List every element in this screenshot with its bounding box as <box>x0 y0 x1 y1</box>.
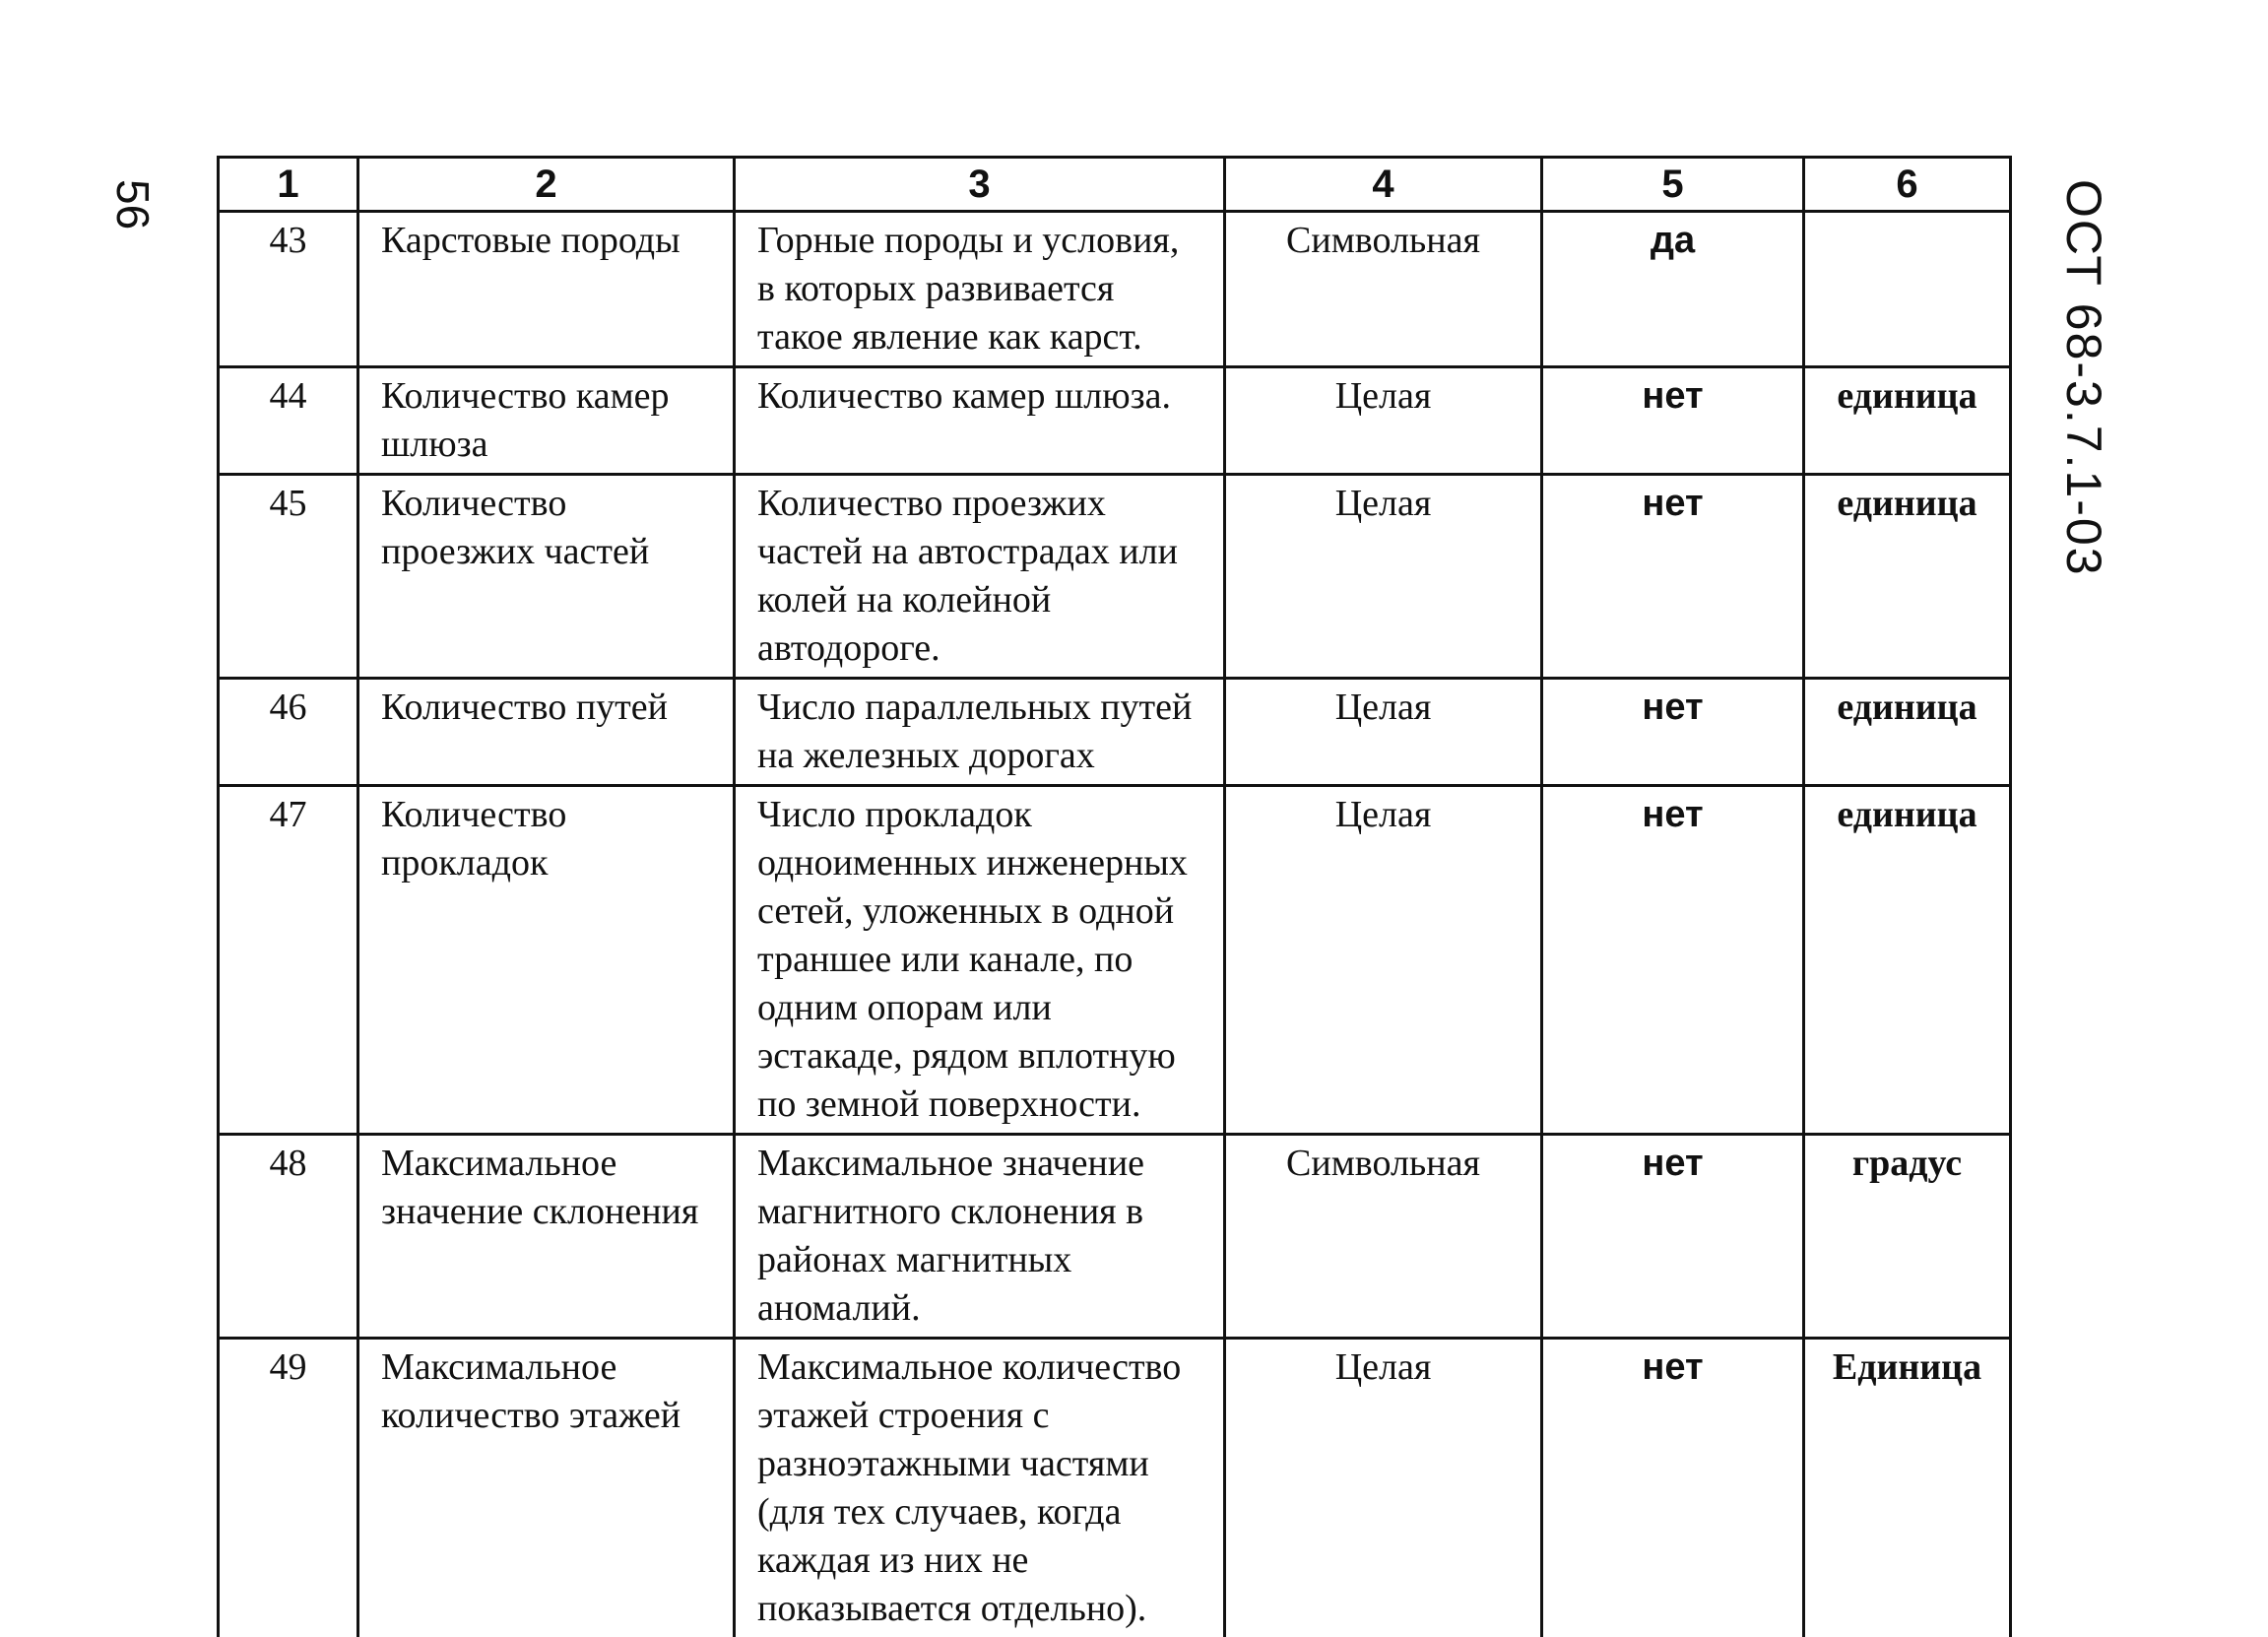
attribute-flag: нет <box>1542 679 1804 786</box>
header-cell: 1 <box>219 158 358 212</box>
attribute-name: Количество путей <box>358 679 735 786</box>
attribute-type: Целая <box>1225 786 1542 1135</box>
header-cell: 6 <box>1804 158 2011 212</box>
attribute-flag: нет <box>1542 786 1804 1135</box>
header-cell: 4 <box>1225 158 1542 212</box>
attribute-type: Символьная <box>1225 1135 1542 1339</box>
attribute-unit: единица <box>1804 475 2011 679</box>
attribute-unit: градус <box>1804 1135 2011 1339</box>
row-number: 47 <box>219 786 358 1135</box>
attribute-description: Горные породы и условия, в которых развивается такое явление как карст. <box>735 212 1225 367</box>
row-number: 43 <box>219 212 358 367</box>
header-cell: 2 <box>358 158 735 212</box>
attributes-table <box>217 156 2012 1637</box>
attribute-type: Целая <box>1225 367 1542 475</box>
attribute-unit <box>1804 212 2011 367</box>
attribute-description: Максимальное значение магнитного склонения в районах магнитных аномалий. <box>735 1135 1225 1339</box>
attribute-name: Количество прокладок <box>358 786 735 1135</box>
attribute-name: Максимальное значение склонения <box>358 1135 735 1339</box>
table-row <box>219 786 2011 1135</box>
table-row <box>219 1135 2011 1339</box>
attribute-description: Максимальное количество этажей строения с разноэтажными частями (для тех случаев, когда каждая из них не показывается отдельно). <box>735 1339 1225 1637</box>
attribute-type: Целая <box>1225 1339 1542 1637</box>
page-number: 56 <box>106 179 160 229</box>
attribute-unit: единица <box>1804 786 2011 1135</box>
attribute-flag: нет <box>1542 1339 1804 1637</box>
attribute-name: Карстовые породы <box>358 212 735 367</box>
attribute-flag: да <box>1542 212 1804 367</box>
document-code: ОСТ 68-3.7.1-03 <box>2055 179 2112 577</box>
header-cell: 3 <box>735 158 1225 212</box>
attribute-type: Целая <box>1225 475 1542 679</box>
attribute-flag: нет <box>1542 1135 1804 1339</box>
attribute-unit: единица <box>1804 679 2011 786</box>
row-number: 48 <box>219 1135 358 1339</box>
attribute-type: Целая <box>1225 679 1542 786</box>
attribute-unit: Единица <box>1804 1339 2011 1637</box>
attribute-flag: нет <box>1542 475 1804 679</box>
attribute-description: Число параллельных путей на железных дорогах <box>735 679 1225 786</box>
table-row <box>219 679 2011 786</box>
attribute-name: Количество проезжих частей <box>358 475 735 679</box>
attribute-description: Количество камер шлюза. <box>735 367 1225 475</box>
table-header-row <box>219 158 2011 212</box>
attribute-flag: нет <box>1542 367 1804 475</box>
table-row <box>219 475 2011 679</box>
table-row <box>219 367 2011 475</box>
table-row <box>219 212 2011 367</box>
attribute-name: Количество камер шлюза <box>358 367 735 475</box>
header-cell: 5 <box>1542 158 1804 212</box>
attribute-description: Количество проезжих частей на автострадах или колей на колейной автодороге. <box>735 475 1225 679</box>
row-number: 46 <box>219 679 358 786</box>
attribute-description: Число прокладок одноименных инженерных сетей, уложенных в одной траншее или канале, по одним опорам или эстакаде, рядом вплотную по земной поверхности. <box>735 786 1225 1135</box>
attribute-type: Символьная <box>1225 212 1542 367</box>
row-number: 49 <box>219 1339 358 1637</box>
row-number: 44 <box>219 367 358 475</box>
row-number: 45 <box>219 475 358 679</box>
attribute-unit: единица <box>1804 367 2011 475</box>
table-row <box>219 1339 2011 1637</box>
attribute-name: Максимальное количество этажей <box>358 1339 735 1637</box>
